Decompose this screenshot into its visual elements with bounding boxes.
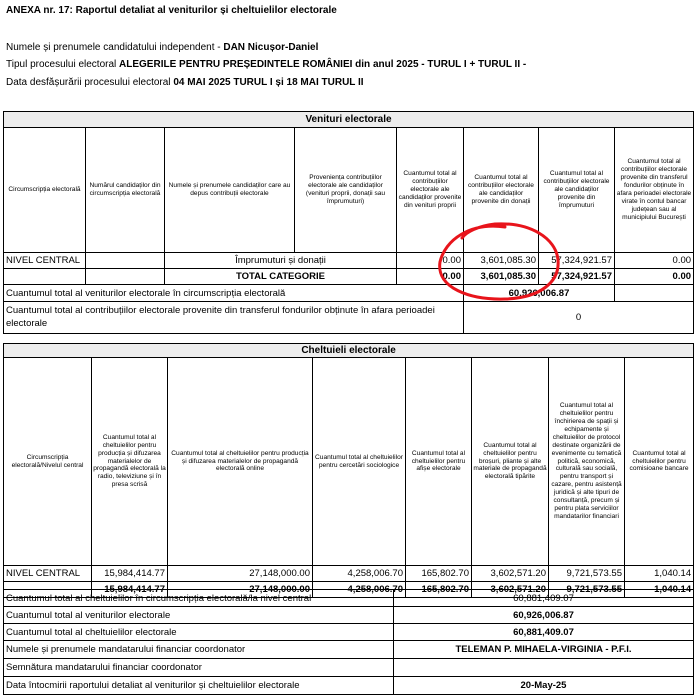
expenses-col-header: Cuantumul total al cheltuielilor pentru producția și difuzarea materialelor de propagandă electorală online [168, 358, 313, 566]
expenses-total-value: 15,984,414.77 [92, 582, 168, 598]
income-provenance: Împrumuturi și donații [165, 253, 397, 269]
expenses-col-header: Cuantumul total al cheltuielilor pentru comisioane bancare [625, 358, 694, 566]
income-transfer-row [4, 302, 694, 334]
summary-row [4, 624, 694, 641]
income-total-row [4, 269, 694, 285]
income-total-circ-label: Cuantumul total al veniturilor electorale în circumscripția electorală [4, 285, 464, 302]
income-col-header: Cuantumul total al contribuțiilor electorale ale candidaților provenite din împrumuturi [539, 128, 615, 253]
income-col-header: Cuantumul total al contribuțiilor electorale ale candidaților provenite din venituri proprii [397, 128, 464, 253]
income-transfer-label: Cuantumul total al contribuțiilor electorale provenite din transferul fondurilor obținute în afara perioadei electorale [4, 302, 464, 334]
expenses-col-header: Circumscripția electorală/Nivelul central [4, 358, 92, 566]
expenses-col-header: Cuantumul total al cheltuielilor pentru producția și difuzarea materialelor de propagandă electorală la radio, televiziune și în presa scrisă [92, 358, 168, 566]
expenses-total-value: 9,721,573.55 [549, 582, 625, 598]
expenses-col-header: Cuantumul total al cheltuielilor pentru cercetări sociologice [313, 358, 406, 566]
income-section-title: Venituri electorale [4, 112, 694, 128]
expenses-total-value: 1,040.14 [625, 582, 694, 598]
summary-row [4, 590, 694, 607]
expenses-col-header: Cuantumul total al cheltuielilor pentru afișe electorale [406, 358, 472, 566]
summary-row [4, 607, 694, 624]
expenses-row-central [4, 566, 694, 582]
date-line: Data desfășurării procesului electoral 04 MAI 2025 TURUL I și 18 MAI TURUL II [6, 77, 364, 88]
income-col-header: Proveniența contribuțiilor electorale ale candidaților (venituri proprii, donații sau împrumuturi) [295, 128, 397, 253]
income-total-donations: 3,601,085.30 [464, 269, 539, 285]
signature-cell [394, 659, 694, 677]
expenses-section-title: Cheltuieli electorale [4, 344, 694, 358]
expenses-total-value: 3,602,571.20 [472, 582, 549, 598]
empty-cell [86, 269, 165, 285]
empty-cell [4, 269, 86, 285]
expenses-value: 9,721,573.55 [549, 566, 625, 582]
empty-cell [86, 253, 165, 269]
summary-row [4, 641, 694, 659]
summary-value: 20-May-25 [394, 677, 694, 695]
summary-label: Semnătura mandatarului financiar coordonator [4, 659, 394, 677]
annex-title: ANEXA nr. 17: Raportul detaliat al veniturilor și cheltuielilor electorale [6, 5, 337, 16]
summary-table [3, 589, 694, 695]
expenses-value: 165,802.70 [406, 566, 472, 582]
expenses-col-header: Cuantumul total al cheltuielilor pentru închirierea de spații și echipamente și cheltuielilor de protocol destinate organizării de evenimente cu tematică politică, economică, culturală sau socială, pentru transport și cazare, pentru asistență juridică și alte tipuri de consultanță, precum și pentru plata serviciilor mandatarilor financiari [549, 358, 625, 566]
income-total-circ-value: 60,926,006.87 [464, 285, 615, 302]
summary-label: Numele și prenumele mandatarului financiar coordonator [4, 641, 394, 659]
expenses-col-header: Cuantumul total al cheltuielilor pentru broșuri, pliante și alte materiale de propagandă electorală tipărite [472, 358, 549, 566]
income-total-label: TOTAL CATEGORIE [165, 269, 397, 285]
income-col-header: Numele și prenumele candidaților care au depus contribuții electorale [165, 128, 295, 253]
income-donations: 3,601,085.30 [464, 253, 539, 269]
expenses-circ: NIVEL CENTRAL [4, 566, 92, 582]
income-col-header: Numărul candidaților din circumscripția electorală [86, 128, 165, 253]
income-total-transfer: 0.00 [615, 269, 694, 285]
summary-value: 60,881,409.07 [394, 590, 694, 607]
summary-value: 60,926,006.87 [394, 607, 694, 624]
summary-label: Data întocmirii raportului detaliat al veniturilor și cheltuielilor electorale [4, 677, 394, 695]
expenses-total-value: 165,802.70 [406, 582, 472, 598]
expenses-value: 15,984,414.77 [92, 566, 168, 582]
summary-label: Cuantumul total al cheltuielilor electorale [4, 624, 394, 641]
expenses-total-value: 27,148,000.00 [168, 582, 313, 598]
income-own: 0.00 [397, 253, 464, 269]
process-line: Tipul procesului electoral ALEGERILE PENTRU PREȘEDINTELE ROMÂNIEI din anul 2025 - TURUL I + TURUL II - [6, 59, 527, 70]
expenses-table [3, 343, 694, 598]
summary-row [4, 677, 694, 695]
income-total-own: 0.00 [397, 269, 464, 285]
summary-label: Cuantumul total al cheltuielilor în circumscripția electorală/la nivel central [4, 590, 394, 607]
expenses-total-value: 4,258,006.70 [313, 582, 406, 598]
summary-value: TELEMAN P. MIHAELA-VIRGINIA - P.F.I. [394, 641, 694, 659]
summary-row [4, 659, 694, 677]
income-total-circ-row [4, 285, 694, 302]
expenses-value: 4,258,006.70 [313, 566, 406, 582]
candidate-line: Numele și prenumele candidatului independent - DAN Nicușor-Daniel [6, 42, 319, 53]
income-col-header: Cuantumul total al contribuțiilor electorale ale candidaților provenite din donații [464, 128, 539, 253]
expenses-value: 1,040.14 [625, 566, 694, 582]
income-col-header: Cuantumul total al contribuțiilor electorale provenite din transferul fondurilor obținute în afara perioadei electorale virate în contul bancar județean sau al municipiului București [615, 128, 694, 253]
income-total-loans: 57,324,921.57 [539, 269, 615, 285]
income-col-header: Circumscripția electorală [4, 128, 86, 253]
income-table [3, 111, 694, 334]
summary-label: Cuantumul total al veniturilor electorale [4, 607, 394, 624]
summary-value: 60,881,409.07 [394, 624, 694, 641]
income-transfer: 0.00 [615, 253, 694, 269]
expenses-value: 27,148,000.00 [168, 566, 313, 582]
income-row-central [4, 253, 694, 269]
expenses-value: 3,602,571.20 [472, 566, 549, 582]
income-transfer-value: 0 [464, 302, 694, 334]
income-circ: NIVEL CENTRAL [4, 253, 86, 269]
income-loans: 57,324,921.57 [539, 253, 615, 269]
empty-cell [615, 285, 694, 302]
